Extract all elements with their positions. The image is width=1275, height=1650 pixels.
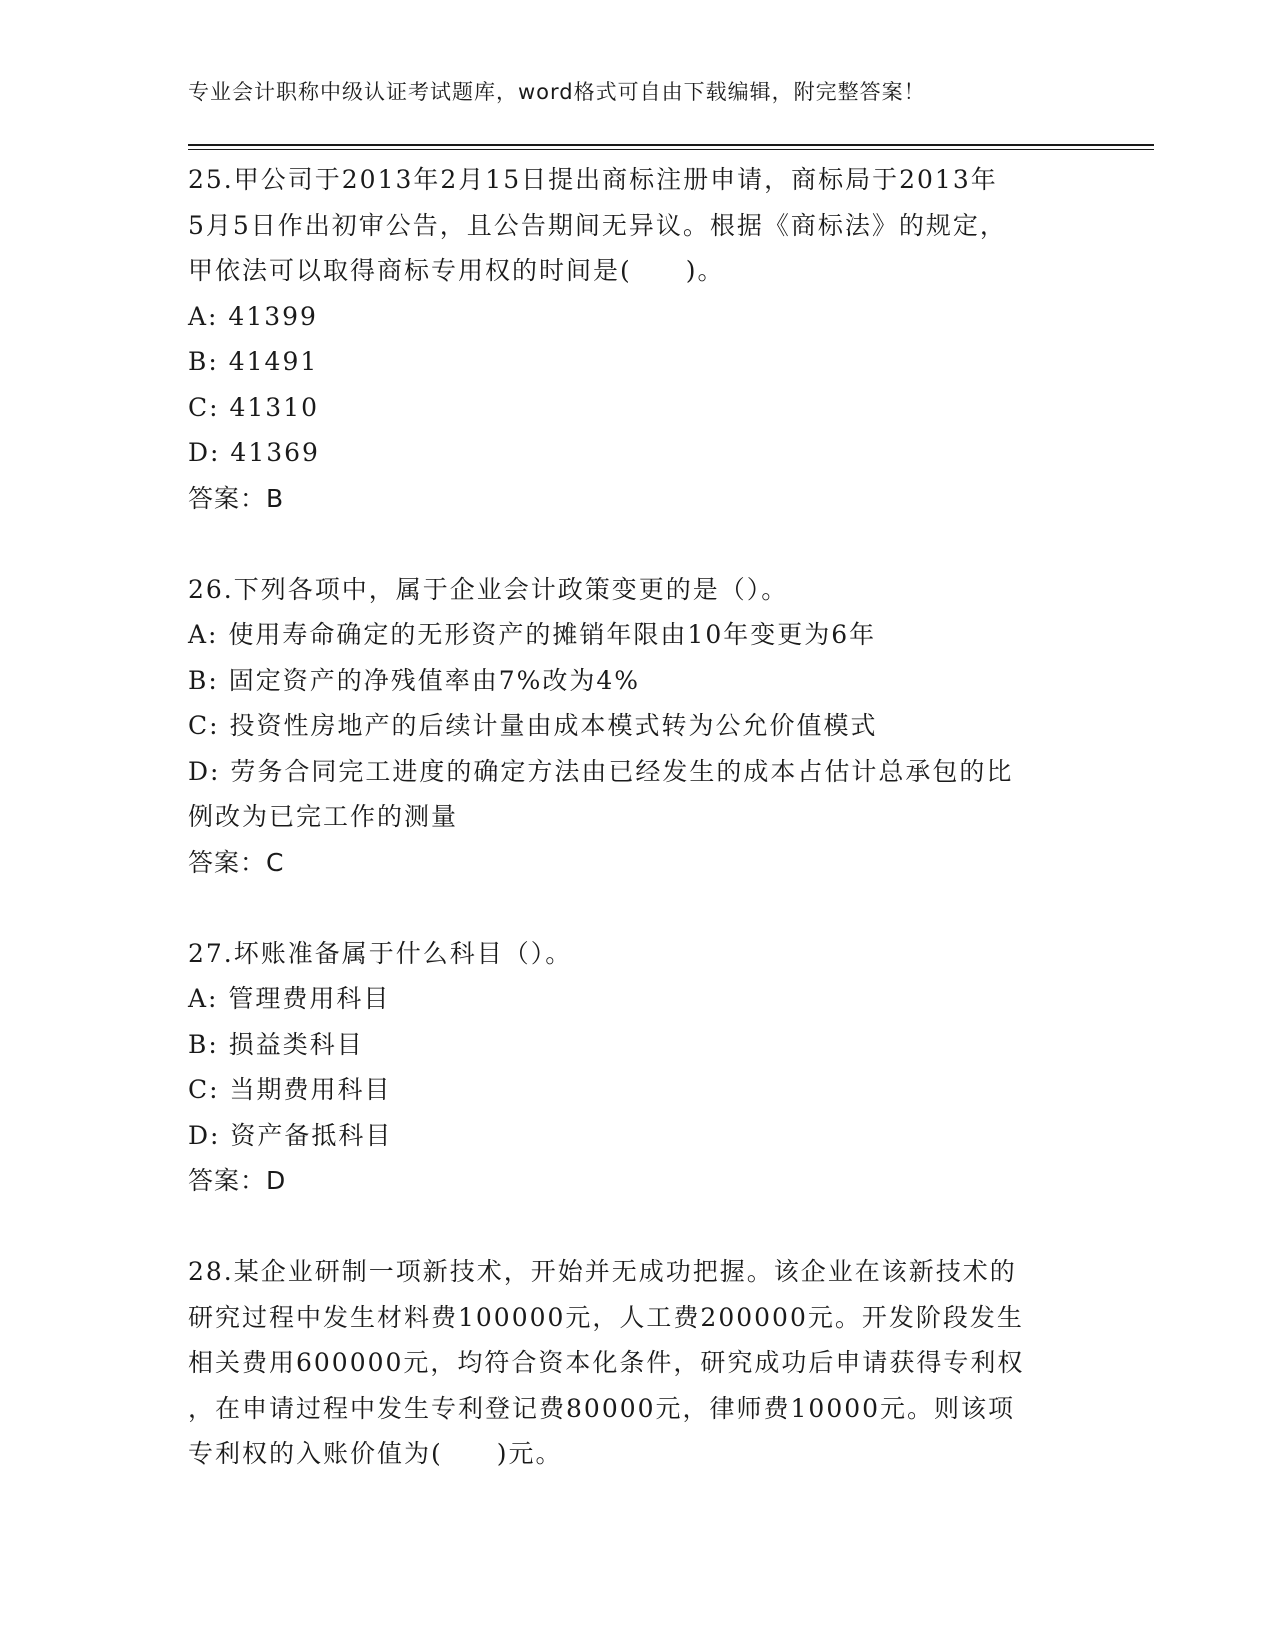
- option-b: B: 固定资产的净残值率由7%改为4%: [188, 665, 641, 695]
- answer: 答案：C: [188, 847, 285, 877]
- question-stem: 25.甲公司于2013年2月15日提出商标注册申请，商标局于2013年 5月5日作出初审公告，且公告期间无异议。根据《商标法》的规定， 甲依法可以取得商标专用权的时间是( )。: [188, 165, 1007, 285]
- option-d: D: 劳务合同完工进度的确定方法由已经发生的成本占估计总承包的比 例改为已完工作的测量: [188, 756, 1014, 831]
- question-list: [188, 157, 1088, 1477]
- option-d: D: 41369: [188, 438, 320, 467]
- option-a: A: 管理费用科目: [188, 984, 391, 1013]
- option-b: B: 损益类科目: [188, 1029, 364, 1059]
- option-a: A: 使用寿命确定的无形资产的摊销年限由10年变更为6年: [188, 620, 877, 649]
- option-c: C: 投资性房地产的后续计量由成本模式转为公允价值模式: [188, 711, 878, 740]
- option-c: C: 当期费用科目: [188, 1075, 392, 1104]
- question-26: [188, 567, 1088, 886]
- question-25: [188, 157, 1088, 521]
- question-stem: 26.下列各项中，属于企业会计政策变更的是（）。: [188, 574, 789, 604]
- answer: 答案：D: [188, 1166, 287, 1195]
- question-stem: 27.坏账准备属于什么科目（）。: [188, 938, 573, 968]
- answer: 答案：B: [188, 483, 285, 513]
- option-c: C: 41310: [188, 392, 320, 422]
- question-stem: 28.某企业研制一项新技术，开始并无成功把握。该企业在该新技术的 研究过程中发生材料费100000元，人工费200000元。开发阶段发生 相关费用600000元，均符合资本化条件，研究成功后申请获得专利权 ，在申请过程中发生专利登记费80000元，律师费10000元。则该项 专利权的入账价值为( )元。: [188, 1257, 1025, 1468]
- option-b: B: 41491: [188, 347, 319, 376]
- question-27: [188, 931, 1088, 1204]
- option-d: D: 资产备抵科目: [188, 1120, 393, 1150]
- option-a: A: 41399: [188, 301, 318, 331]
- header-divider: [188, 144, 1154, 150]
- question-28: [188, 1249, 1088, 1477]
- page-header: 专业会计职称中级认证考试题库，word格式可自由下载编辑，附完整答案！: [188, 80, 926, 104]
